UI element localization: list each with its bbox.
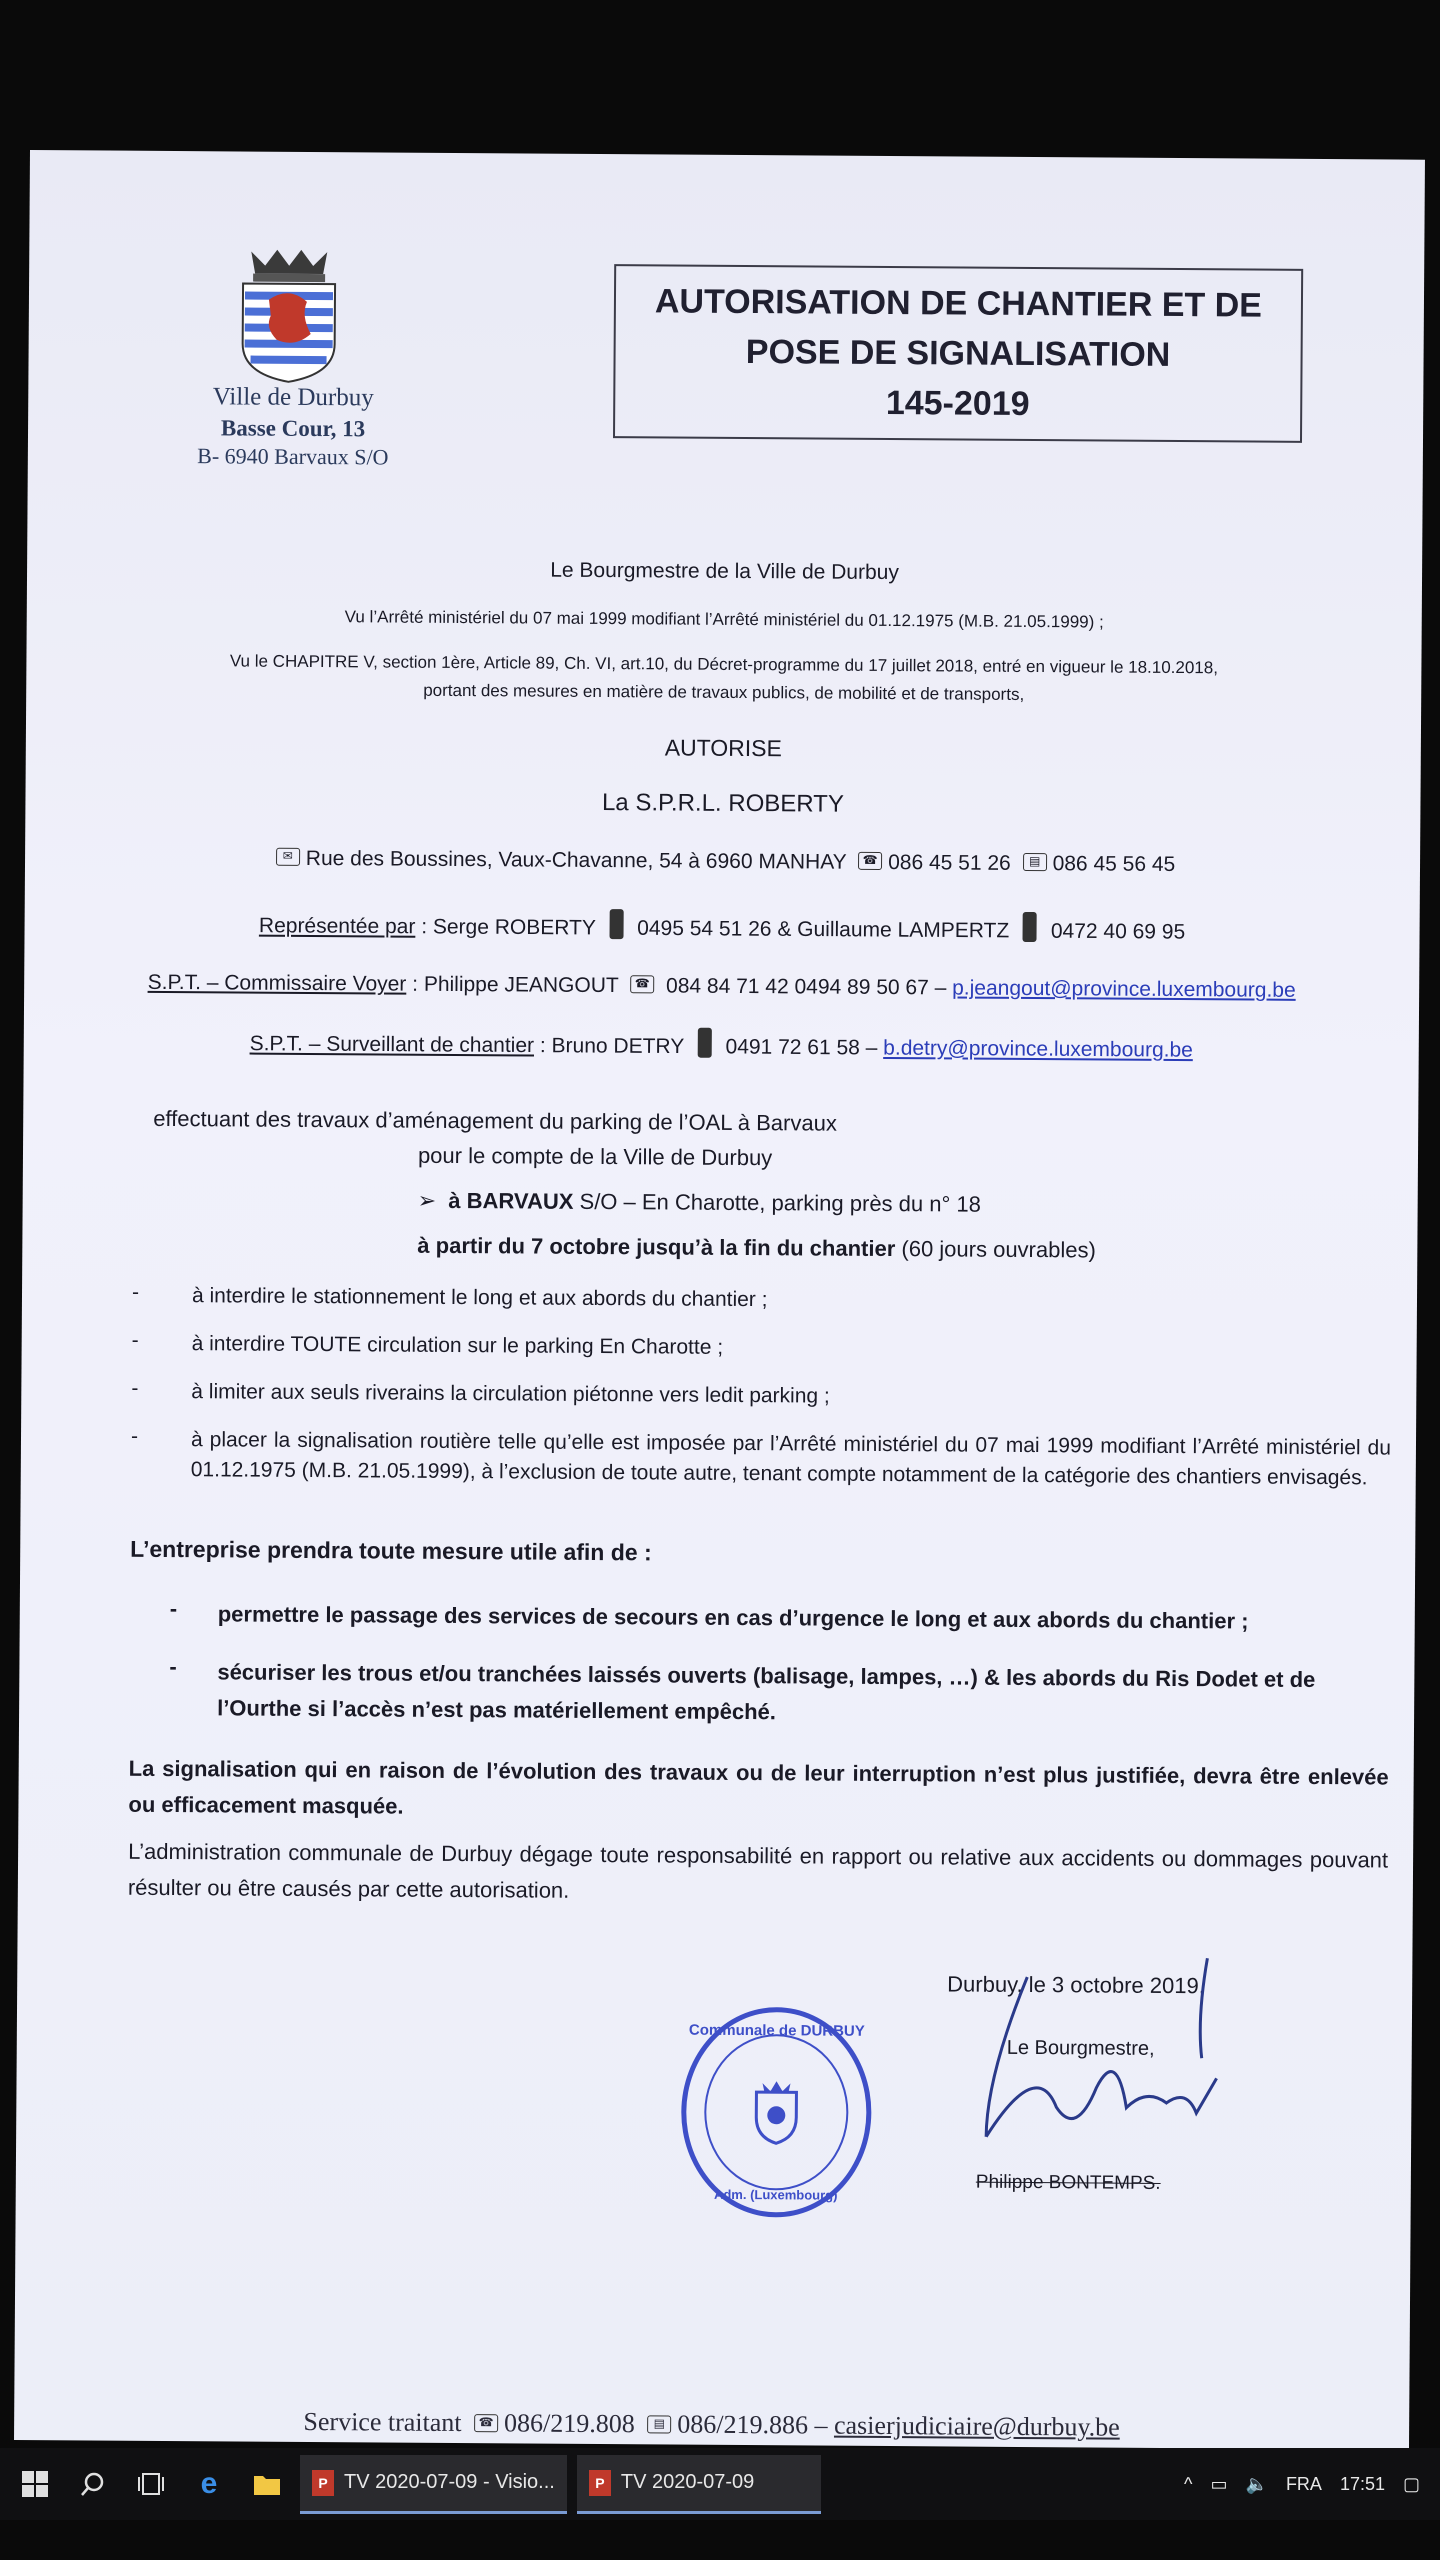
language-indicator[interactable]: FRA bbox=[1285, 2473, 1322, 2494]
surveillant-phone: 0491 72 61 58 – bbox=[725, 1035, 878, 1060]
period-rest: (60 jours ouvrables) bbox=[895, 1236, 1096, 1263]
voyer-phones: 084 84 71 42 0494 89 50 67 – bbox=[665, 974, 947, 1000]
taskbar-app-2[interactable] bbox=[577, 2455, 821, 2514]
rep-name-2: & Guillaume LAMPERTZ bbox=[777, 917, 1010, 943]
location-bold: à BARVAUX bbox=[448, 1187, 574, 1214]
company-address: Rue des Boussines, Vaux-Chavanne, 54 à 6960 MANHAY bbox=[305, 846, 847, 874]
footer-email-link[interactable]: casierjudiciaire@durbuy.be bbox=[833, 2410, 1120, 2442]
obligations-intro: L’entreprise prendra toute mesure utile afin de : bbox=[130, 1535, 652, 1566]
telephone-icon: ☎ bbox=[858, 852, 882, 870]
windows-start-icon[interactable] bbox=[12, 2461, 58, 2507]
taskbar-app-2-label: TV 2020-07-09 bbox=[620, 2471, 755, 2493]
voyer-email-link[interactable]: p.jeangout@province.luxembourg.be bbox=[952, 976, 1296, 1002]
system-tray bbox=[1184, 2474, 1440, 2495]
voyer-name: : Philippe JEANGOUT bbox=[412, 972, 619, 998]
arrow-bullet-icon: ➢ bbox=[417, 1187, 449, 1213]
fax-icon: ▤ bbox=[1023, 853, 1047, 871]
document-title-box bbox=[613, 264, 1303, 443]
title-number: 145-2019 bbox=[885, 383, 1030, 423]
surveillant-email-link[interactable]: b.detry@province.luxembourg.be bbox=[883, 1036, 1193, 1062]
town-postcode: B- 6940 Barvaux S/O bbox=[197, 443, 389, 470]
pdf-app-icon: P bbox=[312, 2470, 334, 2496]
volume-icon[interactable]: 🔈 bbox=[1245, 2473, 1268, 2494]
vu-line-1: Vu l’Arrêté ministériel du 07 mai 1999 modifiant l’Arrêté ministériel du 01.12.1975 (M.B. 21.05.1999) ; bbox=[344, 607, 1104, 632]
footer-tel: 086/219.808 bbox=[503, 2408, 635, 2439]
windows-taskbar bbox=[0, 2448, 1440, 2520]
durbuy-crest-icon bbox=[228, 243, 349, 384]
rep-label: Représentée par bbox=[258, 914, 416, 939]
works-location bbox=[418, 1188, 981, 1218]
telephone-icon: ☎ bbox=[630, 976, 654, 994]
measure-item: - à placer la signalisation routière telle qu’elle est imposée par l’Arrêté ministériel du 07 mai 1999 modifiant l’Arrêté ministériel du 01.12.1975 (M.B. 21.05.1999), à l’exclusion de toute autre, tenant compte notamment de la catégorie des chantiers envisagés. bbox=[130, 1424, 1392, 1490]
taskbar-app-1-label: TV 2020-07-09 - Visio... bbox=[344, 2471, 555, 2493]
photographed-document-screen bbox=[14, 150, 1425, 2450]
rep-phone-1: 0495 54 51 26 bbox=[637, 916, 772, 941]
title-line1: AUTORISATION DE CHANTIER ET DE bbox=[654, 282, 1263, 325]
surveillant-name: : Bruno DETRY bbox=[539, 1034, 684, 1059]
clock[interactable]: 17:51 bbox=[1339, 2473, 1385, 2494]
vu-line-3: portant des mesures en matière de travaux publics, de mobilité et de transports, bbox=[423, 680, 1025, 704]
vu-line-2: Vu le CHAPITRE V, section 1ère, Article 89, Ch. VI, art.10, du Décret-programme du 17 juillet 2018, entré en vigueur le 18.10.2018, bbox=[229, 651, 1219, 678]
company-address-line bbox=[25, 845, 1420, 879]
rep-phone-2: 0472 40 69 95 bbox=[1050, 919, 1186, 944]
edge-browser-icon[interactable]: e bbox=[200, 2467, 218, 2500]
surveillant-label: S.P.T. – Surveillant de chantier bbox=[249, 1032, 535, 1058]
voyer-line bbox=[24, 970, 1419, 1004]
town-street: Basse Cour, 13 bbox=[220, 415, 366, 442]
pdf-app-icon: P bbox=[589, 2470, 611, 2496]
issuer: Le Bourgmestre de la Ville de Durbuy bbox=[550, 558, 899, 585]
search-icon[interactable] bbox=[70, 2461, 116, 2507]
taskbar-app-1[interactable] bbox=[300, 2455, 567, 2514]
document-footer bbox=[14, 2405, 1409, 2445]
signature-place-date: Durbuy, le 3 octobre 2019. bbox=[947, 1971, 1205, 1999]
title-line2: POSE DE SIGNALISATION bbox=[745, 333, 1171, 374]
town-address-block bbox=[123, 383, 464, 471]
stamp-crest-icon bbox=[746, 2077, 806, 2147]
task-view-icon[interactable] bbox=[128, 2461, 174, 2507]
official-stamp bbox=[681, 2007, 872, 2218]
mobile-phone-icon bbox=[1023, 912, 1037, 942]
company-fax: 086 45 56 45 bbox=[1052, 852, 1176, 877]
footer-fax: 086/219.886 – bbox=[677, 2409, 828, 2440]
authorization-document bbox=[14, 150, 1425, 2450]
measure-item: - à limiter aux seuls riverains la circulation piétonne vers ledit parking ; bbox=[131, 1376, 830, 1408]
works-line-1: effectuant des travaux d’aménagement du parking de l’OAL à Barvaux bbox=[153, 1105, 837, 1136]
closing-paragraph-2: L’administration communale de Durbuy dégage toute responsabilité en rapport ou relative aux accidents ou dommages pouvant résulter ou être causés par cette autorisation. bbox=[127, 1838, 1389, 1903]
fax-icon: ▤ bbox=[647, 2415, 671, 2433]
voyer-label: S.P.T. – Commissaire Voyer bbox=[147, 970, 407, 996]
telephone-icon: ☎ bbox=[474, 2414, 498, 2432]
signature-name: Philippe BONTEMPS. bbox=[975, 2171, 1161, 2194]
mobile-phone-icon bbox=[698, 1028, 712, 1058]
stamp-text-top: Communale de DURBUY bbox=[688, 2021, 865, 2040]
mail-icon: ✉ bbox=[276, 848, 300, 866]
measure-item: - à interdire le stationnement le long et aux abords du chantier ; bbox=[131, 1280, 768, 1312]
mobile-phone-icon bbox=[609, 909, 623, 939]
period-bold: à partir du 7 octobre jusqu’à la fin du chantier bbox=[417, 1232, 896, 1262]
signature-role: Le Bourgmestre, bbox=[1006, 2036, 1155, 2060]
location-rest: S/O – En Charotte, parking près du n° 18 bbox=[573, 1188, 982, 1217]
surveillant-line bbox=[24, 1028, 1419, 1068]
measure-item: - à interdire TOUTE circulation sur le parking En Charotte ; bbox=[131, 1328, 724, 1359]
obligation-item: - permettre le passage des services de secours en cas d’urgence le long et aux abords du chantier ; bbox=[169, 1596, 1249, 1634]
stamp-text-bottom: Adm. (Luxembourg) bbox=[713, 2186, 838, 2203]
works-period bbox=[417, 1233, 1096, 1264]
town-name: Ville de Durbuy bbox=[212, 383, 374, 412]
closing-paragraph-1: La signalisation qui en raison de l’évolution des travaux ou de leur interruption n’est plus justifiée, devra être enlevée ou efficacement masquée. bbox=[128, 1755, 1389, 1819]
autorise-heading: AUTORISE bbox=[664, 734, 783, 762]
notifications-icon[interactable]: ▢ bbox=[1402, 2473, 1420, 2494]
file-explorer-icon[interactable] bbox=[244, 2461, 290, 2507]
representatives-line bbox=[24, 910, 1419, 950]
rep-name-1: : Serge ROBERTY bbox=[421, 915, 596, 940]
obligation-item: - sécuriser les trous et/ou tranchées laissés ouverts (balisage, lampes, …) & les abords du Ris Dodet et de l’Ourthe si l’accès n’est pas matériellement empêché. bbox=[169, 1654, 1316, 1725]
company-tel: 086 45 51 26 bbox=[888, 851, 1011, 875]
network-icon[interactable]: ▭ bbox=[1210, 2473, 1228, 2494]
show-hidden-icons-chevron-icon[interactable]: ^ bbox=[1184, 2473, 1193, 2494]
company-name: La S.P.R.L. ROBERTY bbox=[601, 789, 844, 818]
works-line-2: pour le compte de la Ville de Durbuy bbox=[417, 1142, 773, 1171]
footer-service: Service traitant bbox=[303, 2406, 462, 2438]
handwritten-signature-icon bbox=[946, 1936, 1268, 2168]
